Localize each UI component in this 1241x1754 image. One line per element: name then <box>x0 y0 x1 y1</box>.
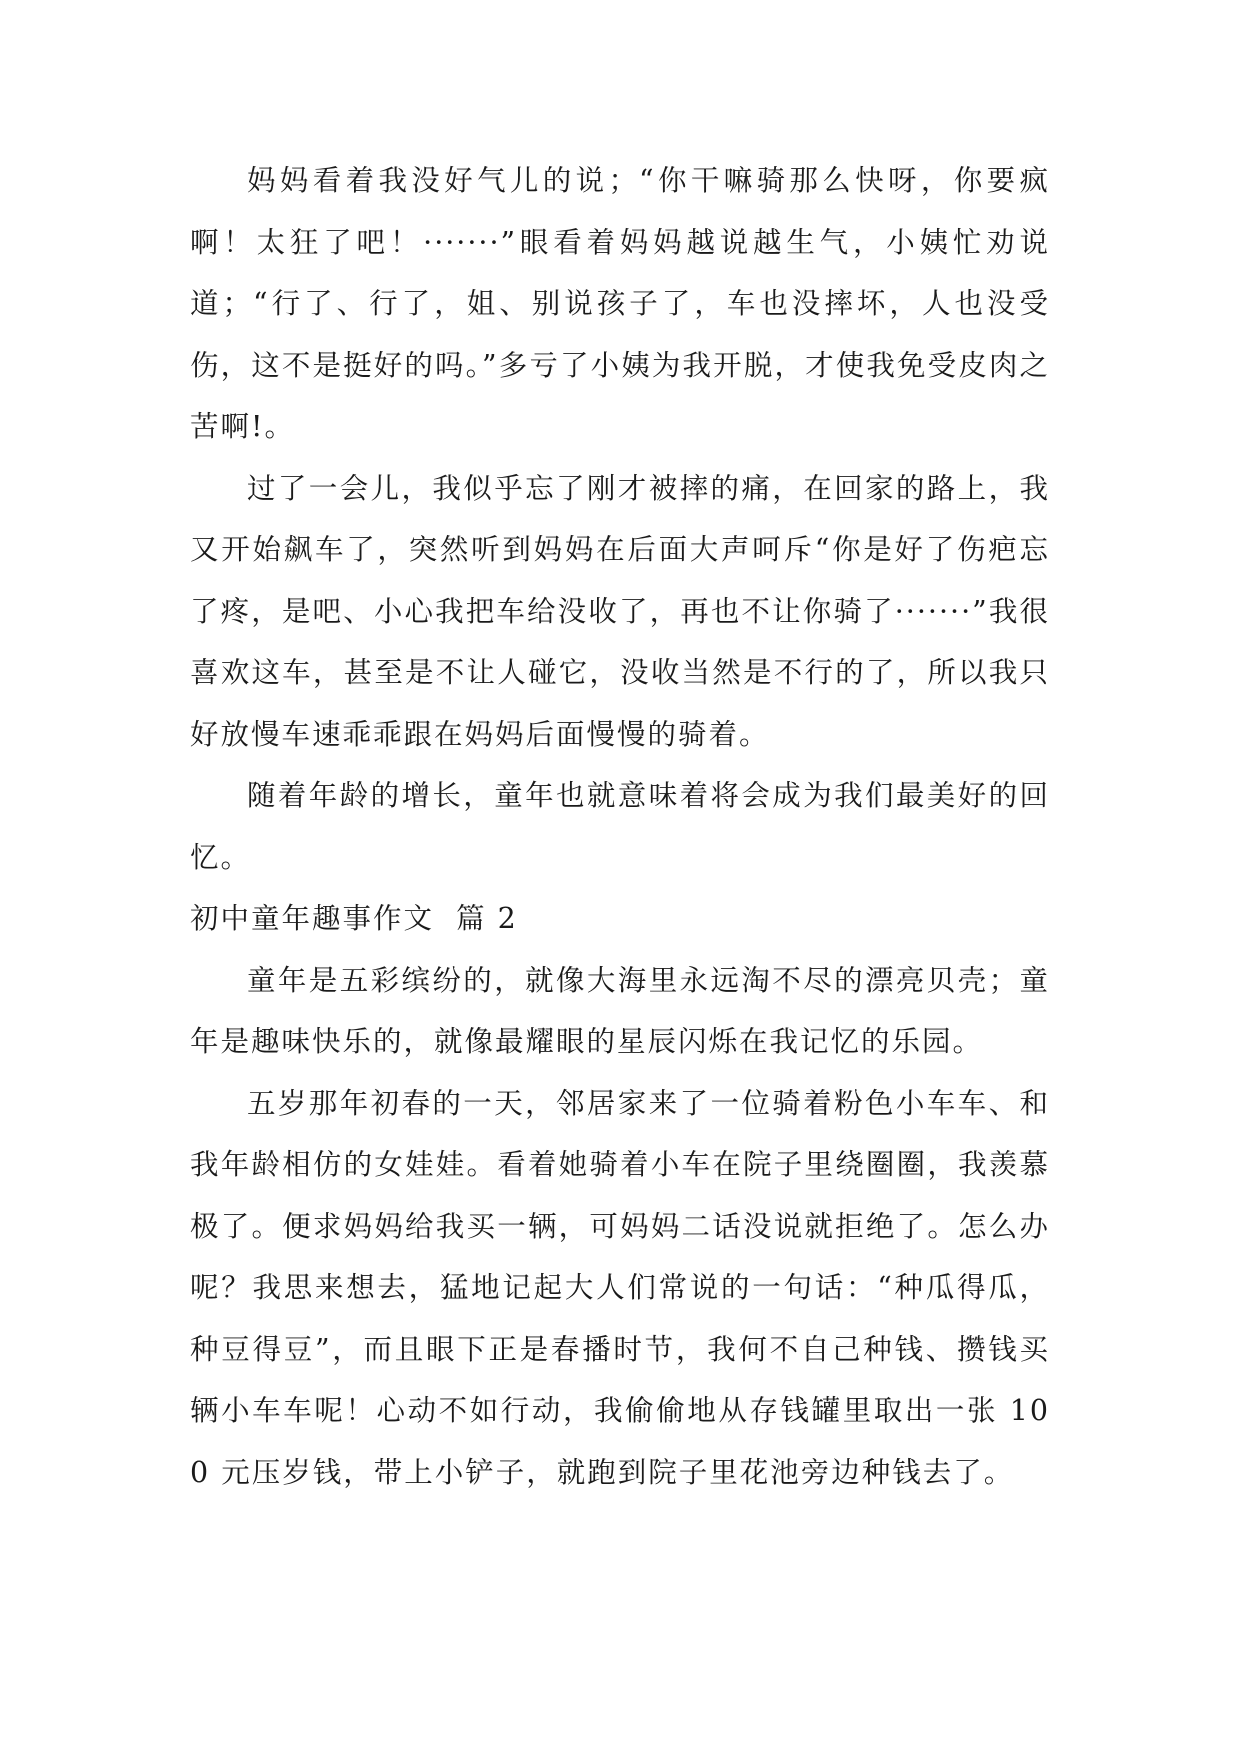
paragraph-riding-home: 过了一会儿，我似乎忘了刚才被摔的痛，在回家的路上，我又开始飙车了，突然听到妈妈在后面大声呵斥“你是好了伤疤忘了疼，是吧、小心我把车给没收了，再也不让你骑了·······”我很喜欢这车，甚至是不让人碰它，没收当然是不行的了，所以我只好放慢车速乖乖跟在妈妈后面慢慢的骑着。 <box>190 471 1050 751</box>
paragraph-planting-money: 五岁那年初春的一天，邻居家来了一位骑着粉色小车车、和我年龄相仿的女娃娃。看着她骑着小车在院子里绕圈圈，我羡慕极了。便求妈妈给我买一辆，可妈妈二话没说就拒绝了。怎么办呢？我思来想去，猛地记起大人们常说的一句话：“种瓜得瓜，种豆得豆”，而且眼下正是春播时节，我何不自己种钱、攒钱买辆小车车呢！心动不如行动，我偷偷地从存钱罐里取出一张 100 元压岁钱，带上小铲子，就跑到院子里花池旁边种钱去了。 <box>190 1086 1050 1489</box>
paragraph-mom-scolding: 妈妈看着我没好气儿的说；“你干嘛骑那么快呀，你要疯啊！太狂了吧！·······”眼看着妈妈越说越生气，小姨忙劝说道；“行了、行了，姐、别说孩子了，车也没摔坏，人也没受伤，这不是挺好的吗。”多亏了小姨为我开脱，才使我免受皮肉之苦啊!。 <box>190 164 1050 443</box>
document-page <box>190 150 1050 1503</box>
section-heading: 初中童年趣事作文 篇 2 <box>190 902 518 935</box>
paragraph-childhood-intro: 童年是五彩缤纷的，就像大海里永远淘不尽的漂亮贝壳；童年是趣味快乐的，就像最耀眼的星辰闪烁在我记忆的乐园。 <box>190 963 1050 1058</box>
paragraph-childhood-memory: 随着年龄的增长，童年也就意味着将会成为我们最美好的回忆。 <box>190 779 1050 874</box>
